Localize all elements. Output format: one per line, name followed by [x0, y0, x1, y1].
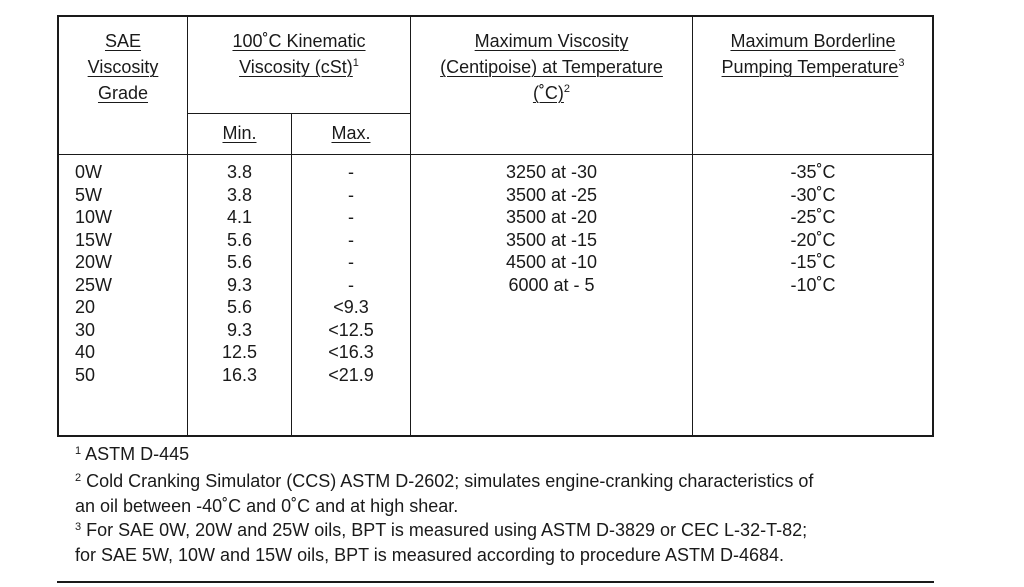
cell-max: <21.9: [328, 364, 374, 385]
cell-bpt: -20˚C: [790, 229, 836, 250]
cell-bpt: -10˚C: [790, 274, 836, 295]
subheader-rule: [187, 113, 410, 114]
header-max: Max.: [331, 123, 371, 143]
cell-min: 9.3: [226, 274, 253, 295]
cell-visc: 3500 at -25: [505, 184, 598, 205]
cell-min: 5.6: [226, 229, 253, 250]
footnote-1: $^1$ ASTM D-445: [75, 444, 190, 464]
header-kinematic: 100˚C Kinematic Viscosity (cSt)$^1$: [232, 31, 366, 77]
cell-grade: 25W: [75, 274, 113, 295]
cell-grade: 40: [75, 342, 96, 362]
cell-bpt: -35˚C: [790, 162, 836, 182]
header-grade: SAE Viscosity Grade: [87, 31, 159, 103]
cell-min: 3.8: [226, 184, 253, 205]
cell-max: <9.3: [333, 297, 369, 317]
cell-bpt: -25˚C: [790, 207, 836, 227]
bottom-rule: [57, 581, 934, 583]
header-max-viscosity: Maximum Viscosity (Centipoise) at Temperature (˚C)$^2$: [440, 31, 663, 103]
cell-bpt: -15˚C: [790, 252, 836, 272]
cell-grade: 50: [75, 364, 96, 385]
cell-max: -: [348, 184, 354, 205]
cell-min: 16.3: [221, 364, 258, 385]
cell-visc: 3250 at -30: [505, 162, 598, 182]
cell-max: <12.5: [328, 319, 374, 340]
cell-max: -: [348, 274, 354, 295]
header-min: Min.: [222, 123, 257, 143]
cell-max: -: [348, 229, 354, 250]
cell-grade: 20: [75, 297, 96, 317]
cell-max: -: [348, 252, 354, 272]
cell-visc: 3500 at -20: [505, 207, 598, 227]
cell-max: <16.3: [328, 342, 374, 362]
cell-grade: 30: [75, 319, 96, 340]
cell-min: 3.8: [226, 162, 253, 182]
cell-visc: 3500 at -15: [505, 229, 598, 250]
footnote-3: $^3$ For SAE 0W, 20W and 25W oils, BPT is measured using ASTM D-3829 or CEC L-32-T-82; for SAE 5W, 10W and 15W oils, BPT is measured according to procedure ASTM D-4684.: [75, 520, 808, 565]
cell-bpt: -30˚C: [790, 184, 836, 205]
cell-max: -: [348, 162, 354, 182]
cell-visc: 6000 at - 5: [508, 274, 595, 295]
cell-grade: 0W: [75, 162, 102, 182]
footnote-2: $^2$ Cold Cranking Simulator (CCS) ASTM D-2602; simulates engine-cranking characteristics of an oil between -40˚C and 0˚C and at high shear.: [75, 471, 814, 516]
cell-min: 9.3: [226, 319, 253, 340]
cell-min: 5.6: [226, 297, 253, 317]
cell-visc: 4500 at -10: [505, 252, 598, 272]
cell-min: 4.1: [226, 207, 253, 227]
cell-grade: 20W: [75, 252, 113, 272]
cell-grade: 15W: [75, 229, 113, 250]
header-rule: [57, 154, 934, 155]
cell-grade: 5W: [75, 184, 102, 205]
cell-min: 5.6: [226, 252, 253, 272]
header-bpt: Maximum Borderline Pumping Temperature$^3$: [721, 31, 905, 77]
cell-max: -: [348, 207, 354, 227]
cell-min: 12.5: [221, 342, 258, 362]
cell-grade: 10W: [75, 207, 113, 227]
